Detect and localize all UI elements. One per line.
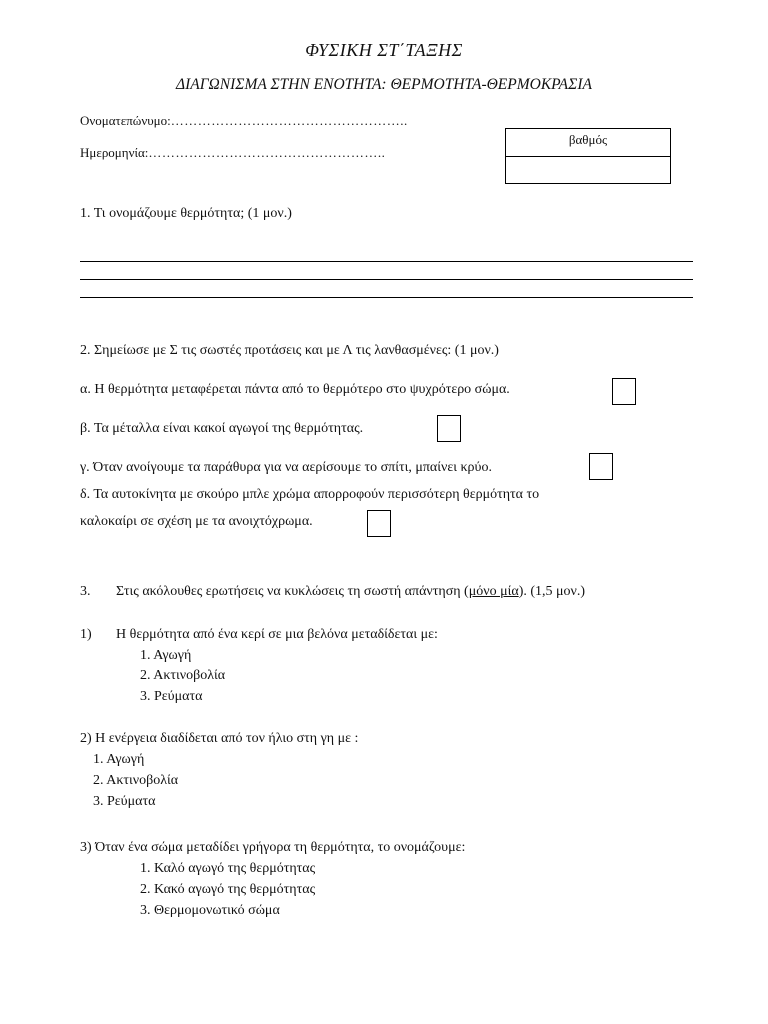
answer-line[interactable] [80, 279, 693, 280]
page-subtitle: ΔΙΑΓΩΝΙΣΜΑ ΣΤΗΝ ΕΝΟΤΗΤΑ: ΘΕΡΜΟΤΗΤΑ-ΘΕΡΜΟΚΡΑΣΙΑ [176, 76, 592, 93]
q2-statement-d-line2: καλοκαίρι σε σχέση με τα ανοιχτόχρωμα. [80, 514, 313, 529]
q2-statement-a: α. Η θερμότητα μεταφέρεται πάντα από το θερμότερο στο ψυχρότερο σώμα. [80, 382, 510, 397]
q3-sub1-number: 1) [80, 627, 92, 642]
q3-prompt-underlined: μόνο μία [468, 584, 519, 599]
answer-checkbox-b[interactable] [437, 415, 461, 442]
date-field[interactable]: …………………………………………….. [148, 145, 386, 160]
answer-checkbox-a[interactable] [612, 378, 636, 405]
answer-line[interactable] [80, 261, 693, 262]
q3-prompt-start: Στις ακόλουθες ερωτήσεις να κυκλώσεις τη σωστή απάντηση ( [116, 584, 469, 599]
name-field[interactable]: …………………………………………….. [170, 113, 408, 128]
name-label: Ονοματεπώνυμο: [80, 113, 171, 128]
q2-statement-d-line1: δ. Τα αυτοκίνητα με σκούρο μπλε χρώμα απορροφούν περισσότερη θερμότητα το [80, 487, 540, 502]
q1-text: 1. Τι ονομάζουμε θερμότητα; (1 μον.) [80, 206, 292, 221]
q3-sub1-text: Η θερμότητα από ένα κερί σε μια βελόνα μεταδίδεται με: [116, 627, 438, 642]
date-row [80, 145, 385, 161]
q3-sub2-option-2[interactable]: 2. Ακτινοβολία [93, 773, 179, 788]
q2-statement-c: γ. Όταν ανοίγουμε τα παράθυρα για να αερίσουμε το σπίτι, μπαίνει κρύο. [80, 460, 492, 475]
q3-sub2-option-3[interactable]: 3. Ρεύματα [93, 794, 156, 809]
q3-sub2-option-1[interactable]: 1. Αγωγή [93, 752, 145, 767]
q3-sub1-option-1[interactable]: 1. Αγωγή [140, 648, 192, 663]
date-label: Ημερομηνία: [80, 145, 149, 160]
q3-sub3-option-1[interactable]: 1. Καλό αγωγό της θερμότητας [140, 861, 316, 876]
grade-label: βαθμός [568, 132, 608, 147]
name-row [80, 113, 408, 129]
q3-sub3-text: 3) Όταν ένα σώμα μεταδίδει γρήγορα τη θερμότητα, το ονομάζουμε: [80, 840, 466, 855]
q3-sub3-option-2[interactable]: 2. Κακό αγωγό της θερμότητας [140, 882, 316, 897]
answer-checkbox-d[interactable] [367, 510, 391, 537]
q2-statement-b: β. Τα μέταλλα είναι κακοί αγωγοί της θερμότητας. [80, 421, 364, 436]
q3-sub3-option-3[interactable]: 3. Θερμομονωτικό σώμα [140, 903, 280, 918]
q3-sub1-option-3[interactable]: 3. Ρεύματα [140, 689, 203, 704]
answer-checkbox-c[interactable] [589, 453, 613, 480]
grade-divider [506, 156, 670, 157]
page-title: ΦΥΣΙΚΗ ΣΤ΄ΤΑΞΗΣ [305, 40, 463, 60]
q3-sub1-option-2[interactable]: 2. Ακτινοβολία [140, 668, 226, 683]
q3-number: 3. [80, 584, 91, 599]
answer-line[interactable] [80, 297, 693, 298]
grade-box [505, 128, 671, 184]
q2-prompt: 2. Σημείωσε με Σ τις σωστές προτάσεις και με Λ τις λανθασμένες: (1 μον.) [80, 343, 499, 358]
q3-prompt-end: ). (1,5 μον.) [518, 584, 586, 599]
q3-sub2-text: 2) Η ενέργεια διαδίδεται από τον ήλιο στη γη με : [80, 731, 359, 746]
q3-prompt [116, 584, 585, 600]
